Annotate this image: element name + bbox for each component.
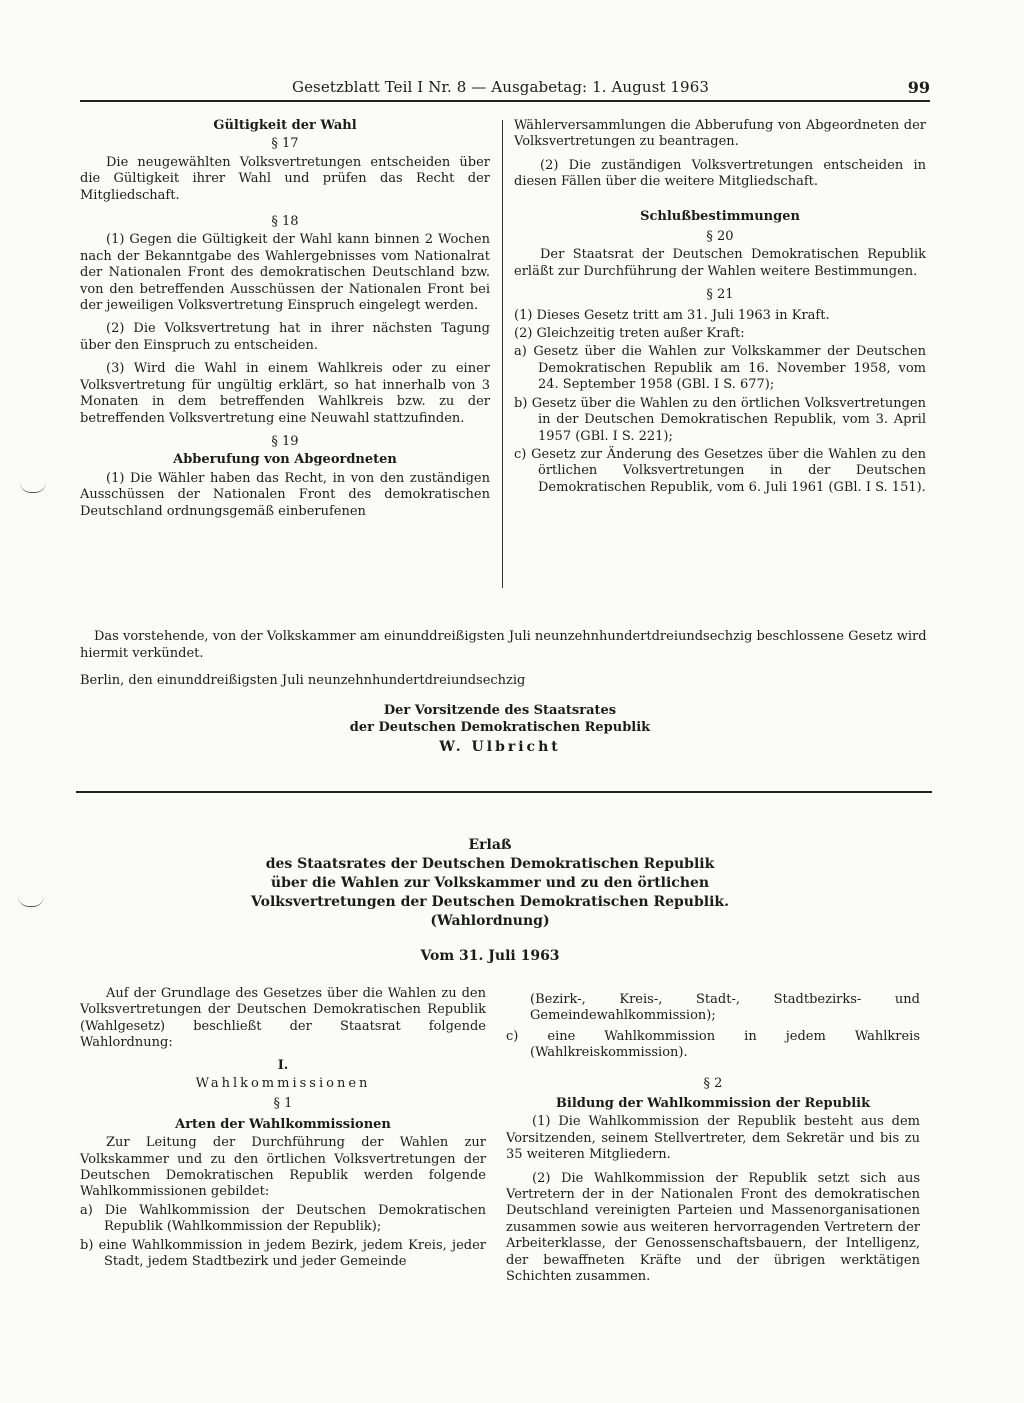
list-item: c) Gesetz zur Änderung des Gesetzes über die Wahlen zu den örtlichen Volksvertretungen in der Deutschen Demokratischen Republik, vom 6. Juli 1961 (GBl. I S. 151). <box>514 446 926 495</box>
column-divider <box>502 120 503 588</box>
paragraph: Die neugewählten Volksvertretungen entscheiden über die Gültigkeit ihrer Wahl und prüfen das Recht der Mitgliedschaft. <box>80 154 490 203</box>
section-divider <box>76 791 932 793</box>
list-item: a) Die Wahlkommission der Deutschen Demokratischen Republik (Wahlkommission der Republik); <box>80 1202 486 1235</box>
heading-arten: Arten der Wahlkommissionen <box>175 1116 391 1132</box>
paragraph: Der Staatsrat der Deutschen Demokratischen Republik erläßt zur Durchführung der Wahlen weitere Bestimmungen. <box>514 247 926 279</box>
paragraph: (2) Gleichzeitig treten außer Kraft: <box>514 326 745 342</box>
paragraph: (2) Die zuständigen Volksvertretungen entscheiden in diesen Fällen über die weitere Mitgliedschaft. <box>514 157 926 190</box>
decree-right-column <box>506 992 920 1293</box>
paragraph: (2) Die Volksvertretung hat in ihrer nächsten Tagung über den Einspruch zu entscheiden. <box>80 321 490 353</box>
part-title: Wahlkommissionen <box>195 1076 371 1092</box>
section-17: § 17 <box>271 136 299 152</box>
heading-abberufung: Abberufung von Abgeordneten <box>173 452 397 468</box>
margin-mark <box>20 482 46 493</box>
decree-title-line: Volksvertretungen der Deutschen Demokratischen Republik. <box>251 894 729 910</box>
law-right-column <box>514 118 926 498</box>
paragraph: (1) Dieses Gesetz tritt am 31. Juli 1963 in Kraft. <box>514 307 830 323</box>
decree-left-column <box>80 986 486 1273</box>
paragraph: (3) Wird die Wahl in einem Wahlkreis oder zu einer Volksvertretung für ungültig erklärt, so hat innerhalb von 3 Monaten in dem betreffenden Wahlkreis bzw. zu der betreffenden Volksvertretung eine Neuwahl stattzufinden. <box>80 361 490 426</box>
place-date: Berlin, den einunddreißigsten Juli neunzehnhundertdreiundsechzig <box>80 673 526 688</box>
section-19: § 19 <box>271 433 299 449</box>
section-1: § 1 <box>273 1096 293 1112</box>
margin-mark <box>18 896 44 907</box>
paragraph: (Bezirk-, Kreis-, Stadt-, Stadtbezirks- und Gemeindewahlkommission); <box>530 992 920 1024</box>
signature-line-2: der Deutschen Demokratischen Republik <box>349 720 651 735</box>
list-item: c) eine Wahlkommission in jedem Wahlkreis (Wahlkreiskommission). <box>506 1028 920 1061</box>
list-item: b) eine Wahlkommission in jedem Bezirk, jedem Kreis, jeder Stadt, jedem Stadtbezirk und jeder Gemeinde <box>80 1237 486 1270</box>
paragraph: (1) Die Wähler haben das Recht, in von den zuständigen Ausschüssen der Nationalen Front des demokratischen Deutschland ordnungsgemäß einberufenen <box>80 470 490 519</box>
signature-line-1: Der Vorsitzende des Staatsrates <box>383 703 617 718</box>
section-20: § 20 <box>706 229 734 245</box>
paragraph: Wählerversammlungen die Abberufung von Abgeordneten der Volksvertretungen zu beantragen. <box>514 118 926 150</box>
part-number: I. <box>277 1057 289 1073</box>
signature-block <box>250 702 750 756</box>
heading-gueltigkeit: Gültigkeit der Wahl <box>213 118 357 133</box>
promulgation-text: Das vorstehende, von der Volkskammer am einunddreißigsten Juli neunzehnhundertdreiundsechzig beschlossene Gesetz wird hiermit verkündet. <box>80 629 927 661</box>
signatory-name: W. Ulbricht <box>439 739 561 755</box>
paragraph: (1) Gegen die Gültigkeit der Wahl kann binnen 2 Wochen nach der Bekanntgabe des Wahlergebnisses vom Nationalrat der Nationalen Front des demokratischen Deutschland bzw. von den betreffenden Ausschüssen der Nationalen Front bei der jeweiligen Volksvertretung Einspruch eingelegt werden. <box>80 232 490 314</box>
section-18: § 18 <box>271 214 299 230</box>
paragraph: Auf der Grundlage des Gesetzes über die Wahlen zu den Volksvertretungen der Deutschen Demokratischen Republik (Wahlgesetz) beschließt der Staatsrat folgende Wahlordnung: <box>80 986 486 1051</box>
paragraph: Zur Leitung der Durchführung der Wahlen zur Volkskammer und zu den örtlichen Volksvertretungen der Deutschen Demokratischen Republik werden folgende Wahlkommissionen gebildet: <box>80 1135 486 1200</box>
list-item: a) Gesetz über die Wahlen zur Volkskammer der Deutschen Demokratischen Republik am 16. November 1958, vom 24. September 1958 (GBl. I S. 677); <box>514 344 926 393</box>
decree-date: Vom 31. Juli 1963 <box>420 948 560 964</box>
page-header <box>80 76 930 102</box>
section-2: § 2 <box>703 1075 723 1091</box>
list-item: b) Gesetz über die Wahlen zu den örtlichen Volksvertretungen in der Deutschen Demokratischen Republik, vom 3. April 1957 (GBl. I S. 221); <box>514 395 926 444</box>
law-left-column <box>80 118 490 527</box>
promulgation-block <box>80 628 930 689</box>
decree-title-line: des Staatsrates der Deutschen Demokratischen Republik <box>265 856 715 872</box>
paragraph: (1) Die Wahlkommission der Republik besteht aus dem Vorsitzenden, seinem Stellvertreter, dem Sekretär und bis zu 35 weiteren Mitgliedern. <box>506 1114 920 1163</box>
decree-title-line: über die Wahlen zur Volkskammer und zu den örtlichen <box>270 875 710 891</box>
decree-title <box>180 836 800 966</box>
decree-title-line: Erlaß <box>468 837 512 853</box>
paragraph: (2) Die Wahlkommission der Republik setzt sich aus Vertretern der in der Nationalen Front des demokratischen Deutschland vereinigten Parteien und Massenorganisationen zusammen sowie aus weiteren hervorragenden Vertretern der Arbeiterklasse, der Genossenschaftsbauern, der Intelligenz, der bewaffneten Kräfte und der übrigen werktätigen Schichten zusammen. <box>506 1170 920 1285</box>
heading-schluss: Schlußbestimmungen <box>640 208 800 224</box>
page-number: 99 <box>907 78 930 97</box>
decree-title-line: (Wahlordnung) <box>430 913 550 929</box>
section-21: § 21 <box>706 287 734 303</box>
heading-bildung: Bildung der Wahlkommission der Republik <box>555 1096 871 1112</box>
gazette-title: Gesetzblatt Teil I Nr. 8 — Ausgabetag: 1. August 1963 <box>292 78 709 96</box>
